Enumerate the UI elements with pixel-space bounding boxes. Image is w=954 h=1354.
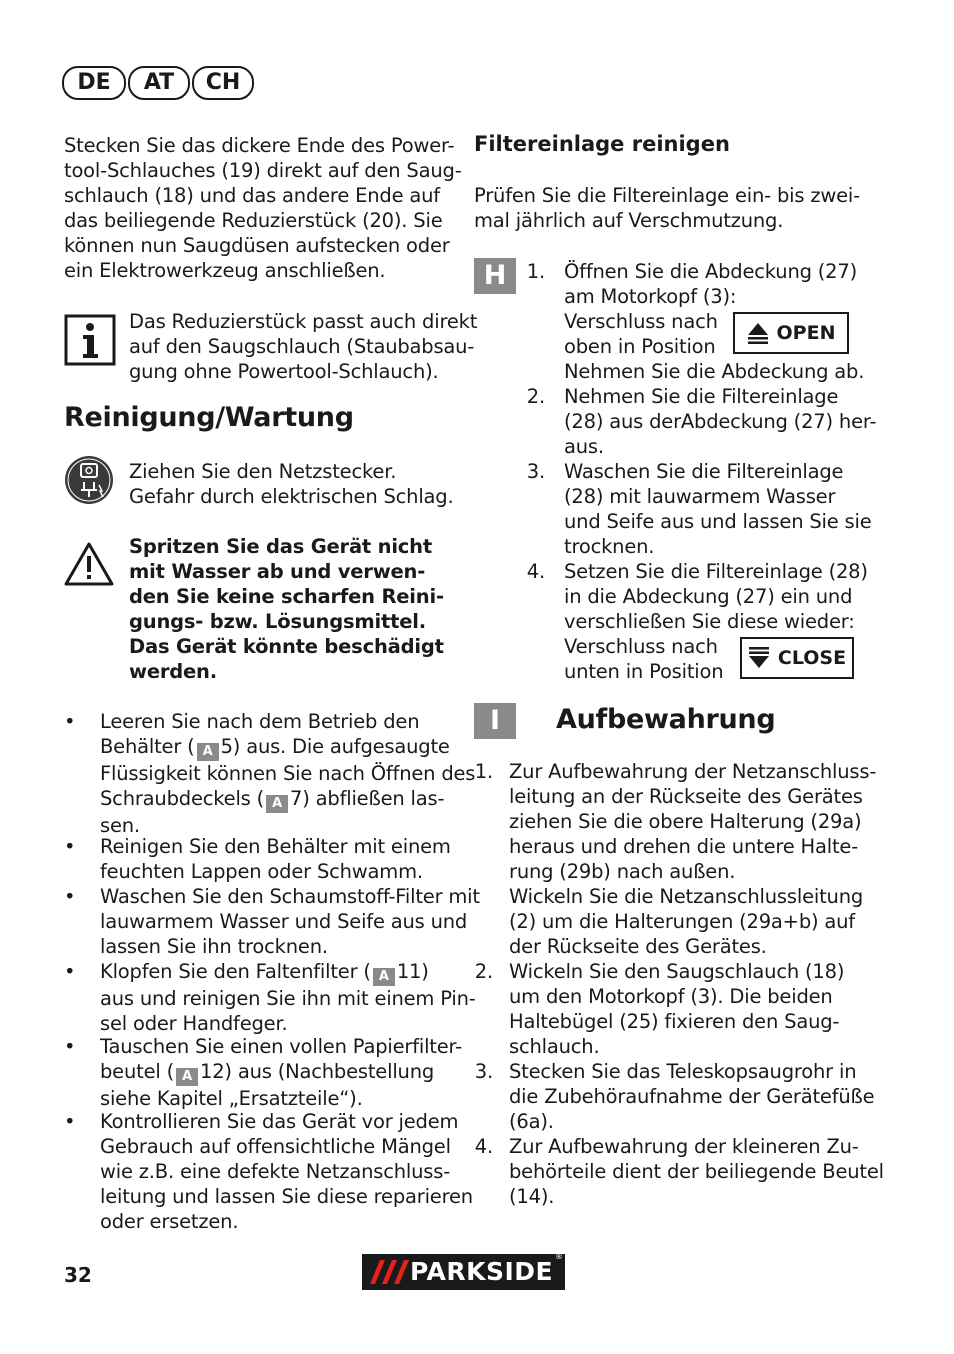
text-segment: siehe Kapitel „Ersatzteile“). — [100, 1087, 363, 1110]
step-number: 1. — [474, 760, 493, 783]
close-label: CLOSE — [777, 647, 847, 669]
text-line: die Zubehöraufnahme der Gerätefüße — [509, 1085, 875, 1108]
brand-name: PARKSIDE — [410, 1257, 554, 1286]
text-line: Wickeln Sie die Netzanschlussleitung — [509, 885, 864, 908]
bullet-symbol: • — [64, 885, 76, 908]
filter-heading: Filtereinlage reinigen — [474, 132, 730, 156]
text-line: Setzen Sie die Filtereinlage (28) — [564, 560, 868, 583]
text-segment: lauwarmem Wasser und Seife aus und — [100, 910, 468, 933]
text-segment: lassen Sie ihn trocknen. — [100, 935, 328, 958]
warning-note — [129, 534, 444, 684]
text-line — [100, 786, 475, 813]
figure-ref-badge: A — [176, 1068, 198, 1086]
text-line: (14). — [509, 1185, 555, 1208]
text-segment: feuchten Lappen oder Schwamm. — [100, 860, 423, 883]
text-line: den Sie keine scharfen Reini- — [129, 585, 444, 608]
bullet-symbol: • — [64, 960, 76, 983]
parkside-logo — [362, 1254, 565, 1290]
country-badge-de: DE — [62, 66, 126, 100]
text-segment: Klopfen Sie den Faltenfilter ( — [100, 960, 371, 983]
text-line: Nehmen Sie die Abdeckung ab. — [564, 360, 865, 383]
text-segment: 12) aus (Nachbestellung — [200, 1060, 435, 1083]
text-line — [100, 1034, 462, 1059]
bullet-symbol: • — [64, 1110, 76, 1133]
text-line: Öffnen Sie die Abdeckung (27) — [564, 260, 858, 283]
text-line — [100, 1011, 476, 1036]
text-line — [100, 1134, 473, 1159]
step-text — [509, 1134, 884, 1209]
text-segment: oder ersetzen. — [100, 1210, 239, 1233]
text-line: unten in Position — [564, 660, 724, 683]
text-line — [100, 959, 476, 986]
text-line: Zur Aufbewahrung der Netzanschluss- — [509, 760, 877, 783]
step-number: 3. — [526, 460, 545, 483]
logo-stripes-icon — [364, 1254, 412, 1290]
country-badge-at: AT — [128, 66, 190, 100]
text-line: Wickeln Sie den Saugschlauch (18) — [509, 960, 845, 983]
text-line: schlauch (18) und das andere Ende auf — [64, 184, 440, 207]
text-line: in die Abdeckung (27) ein und — [564, 585, 853, 608]
close-indicator — [740, 637, 854, 679]
text-line: leitung an der Rückseite des Gerätes — [509, 785, 863, 808]
open-label: OPEN — [776, 322, 836, 344]
text-line — [100, 859, 451, 884]
text-segment: 11) — [396, 960, 429, 983]
storage-heading: Aufbewahrung — [556, 704, 776, 735]
text-segment: beutel ( — [100, 1060, 175, 1083]
bullet-item — [100, 1034, 462, 1111]
text-line: das beiliegende Reduzierstück (20). Sie — [64, 209, 443, 232]
figure-marker-h: H — [474, 258, 516, 294]
figure-ref-badge: A — [373, 968, 395, 986]
text-segment: Tauschen Sie einen vollen Papierfilter- — [100, 1035, 462, 1058]
registered-mark: ® — [555, 1252, 563, 1261]
open-arrow-icon — [747, 322, 769, 344]
text-segment: leitung und lassen Sie diese reparieren — [100, 1185, 473, 1208]
text-line: Haltebügel (25) fixieren den Saug- — [509, 1010, 840, 1033]
step-text — [509, 1059, 874, 1134]
text-segment: Behälter ( — [100, 735, 195, 758]
bullet-symbol: • — [64, 835, 76, 858]
text-line: werden. — [129, 660, 217, 683]
text-line — [100, 986, 476, 1011]
bullet-item — [100, 884, 480, 959]
figure-ref-badge: A — [266, 795, 288, 813]
plug-note — [129, 459, 453, 509]
text-line: verschließen Sie diese wieder: — [564, 610, 855, 633]
text-line: schlauch. — [509, 1035, 600, 1058]
text-segment: Kontrollieren Sie das Gerät vor jedem — [100, 1110, 459, 1133]
text-segment: Schraubdeckels ( — [100, 787, 265, 810]
text-line: mit Wasser ab und verwen- — [129, 560, 426, 583]
text-line: gungs- bzw. Lösungsmittel. — [129, 610, 426, 633]
text-line: Zur Aufbewahrung der kleineren Zu- — [509, 1135, 859, 1158]
text-line: behörteile dient der beiliegende Beutel — [509, 1160, 884, 1183]
text-segment: sen. — [100, 814, 140, 837]
text-line: Waschen Sie die Filtereinlage — [564, 460, 844, 483]
text-line: aus. — [564, 435, 604, 458]
figure-marker-i: I — [474, 703, 516, 739]
text-line: trocknen. — [564, 535, 655, 558]
text-line: und Seife aus und lassen Sie sie — [564, 510, 872, 533]
text-line: Stecken Sie das dickere Ende des Power- — [64, 134, 455, 157]
text-line: mal jährlich auf Verschmutzung. — [474, 209, 784, 232]
step-number: 2. — [526, 385, 545, 408]
step-text — [509, 959, 844, 1059]
text-line: der Rückseite des Gerätes. — [509, 935, 767, 958]
text-line — [100, 1086, 462, 1111]
bullet-item — [100, 709, 475, 838]
text-line — [100, 1109, 473, 1134]
text-line: (28) aus derAbdeckung (27) her- — [564, 410, 877, 433]
step-text — [564, 384, 876, 459]
info-note — [129, 309, 477, 384]
text-line: Verschluss nach — [564, 635, 718, 658]
text-line — [100, 834, 451, 859]
text-line — [100, 734, 475, 761]
text-line — [100, 709, 475, 734]
bullet-item — [100, 834, 451, 884]
text-line: Verschluss nach — [564, 310, 718, 333]
text-line: Ziehen Sie den Netzstecker. — [129, 460, 397, 483]
filter-intro — [474, 183, 860, 233]
text-line — [100, 884, 480, 909]
text-line: oben in Position — [564, 335, 716, 358]
text-line: um den Motorkopf (3). Die beiden — [509, 985, 833, 1008]
unplug-icon — [64, 455, 114, 505]
text-line — [100, 1059, 462, 1086]
country-badge-ch: CH — [192, 66, 254, 100]
text-line — [100, 934, 480, 959]
close-arrow-icon — [748, 647, 770, 669]
text-line: tool-Schlauches (19) direkt auf den Saug- — [64, 159, 462, 182]
text-line: Das Gerät könnte beschädigt — [129, 635, 444, 658]
text-line — [100, 909, 480, 934]
info-icon — [64, 314, 116, 366]
text-segment: 7) abfließen las- — [290, 787, 445, 810]
step-text — [564, 459, 872, 559]
text-line — [100, 1159, 473, 1184]
step-number: 4. — [526, 560, 545, 583]
bullet-item — [100, 959, 476, 1036]
text-segment: Leeren Sie nach dem Betrieb den — [100, 710, 420, 733]
step-number: 2. — [474, 960, 493, 983]
text-segment: Flüssigkeit können Sie nach Öffnen des — [100, 762, 476, 785]
text-line: (28) mit lauwarmem Wasser — [564, 485, 836, 508]
text-segment: sel oder Handfeger. — [100, 1012, 288, 1035]
text-line — [100, 1184, 473, 1209]
text-segment: aus und reinigen Sie ihn mit einem Pin- — [100, 987, 476, 1010]
text-segment: Reinigen Sie den Behälter mit einem — [100, 835, 451, 858]
text-line — [100, 1209, 473, 1234]
text-line: Spritzen Sie das Gerät nicht — [129, 535, 432, 558]
step-number: 3. — [474, 1060, 493, 1083]
text-line: Das Reduzierstück passt auch direkt — [129, 310, 478, 333]
open-indicator — [733, 312, 849, 354]
text-line: Prüfen Sie die Filtereinlage ein- bis zwei- — [474, 184, 860, 207]
text-line: Stecken Sie das Teleskopsaugrohr in — [509, 1060, 857, 1083]
text-line: ein Elektrowerkzeug anschließen. — [64, 259, 386, 282]
text-line: Nehmen Sie die Filtereinlage — [564, 385, 839, 408]
step-number: 4. — [474, 1135, 493, 1158]
warning-triangle-icon — [63, 541, 115, 587]
text-line — [100, 761, 475, 786]
page-number: 32 — [64, 1263, 92, 1287]
text-line: können nun Saugdüsen aufstecken oder — [64, 234, 450, 257]
text-segment: wie z.B. eine defekte Netzanschluss- — [100, 1160, 451, 1183]
text-line: ziehen Sie die obere Halterung (29a) — [509, 810, 862, 833]
figure-ref-badge: A — [197, 743, 219, 761]
step-text — [509, 759, 876, 959]
text-line: auf den Saugschlauch (Staubabsau- — [129, 335, 475, 358]
bullet-symbol: • — [64, 1035, 76, 1058]
text-line: (6a). — [509, 1110, 554, 1133]
text-line: heraus und drehen die untere Halte- — [509, 835, 859, 858]
text-segment: 5) aus. Die aufgesaugte — [220, 735, 450, 758]
text-line: gung ohne Powertool-Schlauch). — [129, 360, 439, 383]
intro-paragraph — [64, 133, 462, 283]
text-line: Gefahr durch elektrischen Schlag. — [129, 485, 454, 508]
text-line: rung (29b) nach außen. — [509, 860, 736, 883]
text-segment: Gebrauch auf offensichtliche Mängel — [100, 1135, 451, 1158]
text-line: (2) um die Halterungen (29a+b) auf — [509, 910, 855, 933]
text-segment: Waschen Sie den Schaumstoff-Filter mit — [100, 885, 480, 908]
cleaning-heading: Reinigung/Wartung — [64, 402, 354, 433]
text-line: am Motorkopf (3): — [564, 285, 737, 308]
step-number: 1. — [526, 260, 545, 283]
bullet-symbol: • — [64, 710, 76, 733]
bullet-item — [100, 1109, 473, 1234]
